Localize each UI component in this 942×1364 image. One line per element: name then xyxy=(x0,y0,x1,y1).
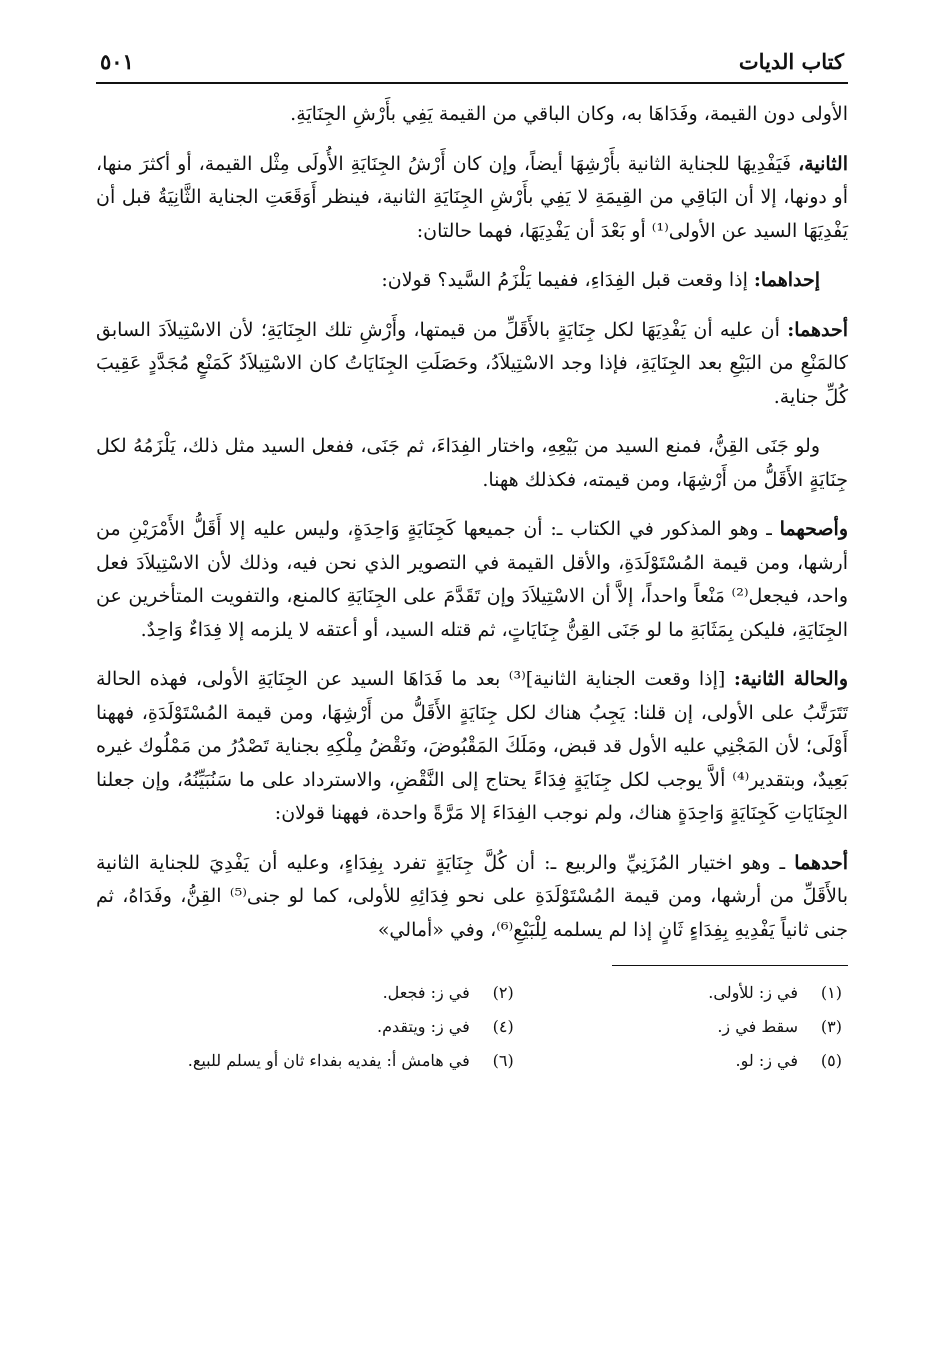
paragraph-lead: الثانية، xyxy=(798,152,848,175)
footnotes xyxy=(96,980,848,1074)
footnote-text: في ز: للأولى. xyxy=(708,983,798,1002)
footnote xyxy=(514,1048,842,1074)
paragraph-text: [إذا وقعت الجناية الثانية]⁽³⁾ بعد ما فَدَاهَا السيد عن الجِنَايَةِ الأولى، فهذه الحالة تَتَرَتَّبُ على الأولى، إن قلنا: يَجِبُ هناك لكل جِنَايَةٍ الأَقَلُّ من أَرْشِهَا، ومن قيمة المُسْتَوْلَدَةِ، فههنا أَوْلَى؛ لأن المَجْنِي عليه الأول قد قبض، ومَلَكَ المَقْبُوضَ، ونَقْضُ مِلْكِهِ بجناية تَصْدُرُ من مَمْلُوك غيره بَعِيدٌ، وبتقدير⁽⁴⁾ ألاَّ يوجب لكل جِنَايَةٍ فِدَاءً يحتاج إلى النَّقْضِ، والاسترداد على ما سَنُبَيِّنُهُ، وإن جعلنا الجِنَايَاتِ كَجِنَايَةٍ وَاحِدَةٍ هناك، ولم نوجب الفِدَاءَ إلا مَرَّةً واحدة، فههنا قولان: xyxy=(96,668,848,824)
paragraph-lead: وأصحهما xyxy=(779,518,848,540)
page-number: ٥٠١ xyxy=(100,49,134,74)
running-title: كتاب الديات xyxy=(738,49,844,74)
footnote-number: (٣) xyxy=(820,1017,842,1036)
paragraph-text: الأولى دون القيمة، وفَدَاهَا به، وكان الباقي من القيمة يَفِي بأَرْشِ الجِنَايَةِ. xyxy=(290,103,848,125)
paragraph xyxy=(96,430,848,497)
footnote-number: (٢) xyxy=(492,983,514,1002)
main-text xyxy=(96,98,848,947)
paragraph xyxy=(96,663,848,831)
paragraph xyxy=(96,264,848,298)
footnote xyxy=(96,1014,514,1040)
paragraph xyxy=(96,148,848,249)
paragraph-text: ولو جَنَى القِنُّ، فمنع السيد من بَيْعِهِ، واختار الفِدَاءَ، ثم جَنَى، ففعل السيد مثل ذلك، يَلْزَمُهُ لكل جِنَايَةٍ الأَقَلُّ من أَرْشِهَا، ومن قيمته، فكذلك ههنا. xyxy=(96,435,848,491)
footnote xyxy=(96,980,514,1006)
footnote-number: (٦) xyxy=(492,1051,514,1070)
footnote-text: في ز: فجعل. xyxy=(382,983,470,1002)
footnote-number: (٥) xyxy=(820,1051,842,1070)
paragraph-lead: أحدهما: xyxy=(787,318,848,341)
footnote-number: (٤) xyxy=(492,1017,514,1036)
paragraph xyxy=(96,98,848,132)
paragraph-lead: أحدهما xyxy=(794,851,848,874)
footnote xyxy=(514,980,842,1006)
paragraph-text: فَيَفْدِيهَا للجناية الثانية بأَرْشِهَا أيضاً، وإن كان أَرْشُ الجِنَايَةِ الأُولَى مِثْل القيمة، أو أكثرَ منها، أو دونها، إلا أن البَاقِي من القِيمَةِ لا يَفِي بأَرْشِ الجِنَايَةِ الثانية، فينظر أَوَقَعَتِ الجناية الثَّانِيَةُ قبل أن يَفْدِيَهَا السيد عن الأولى⁽¹⁾ أو بَعْدَ أن يَفْدِيَهَا، فهما حالتان: xyxy=(96,152,848,242)
footnote-separator xyxy=(612,965,848,966)
footnote-number: (١) xyxy=(820,983,842,1002)
page-header xyxy=(96,28,848,82)
paragraph xyxy=(96,847,848,948)
footnote xyxy=(514,1014,842,1040)
paragraph-text: ـ وهو المذكور في الكتاب ـ: أن جميعها كَجِنَايَةٍ وَاحِدَةٍ، وليس عليه إلا أَقَلُّ الأَمْرَيْنِ من أرشها، ومن قيمة المُسْتَوْلَدَةِ، والأقل القيمة في التصوير الذي نحن فيه، وذلك لأن الاسْتِيلاَدَ فعل واحد، فيجعل⁽²⁾ مَنْعاً واحداً، إلاَّ أن الاسْتِيلاَدَ وإن تَقَدَّمَ على الجِنَايَةِ كالمنع، والتفويت المتأخرين عن الجِنَايَةِ، فليكن بِمَثَابَةِ ما لو جَنَى القِنُّ جِنَايَاتٍ، ثم قتله السيد، أو أعتقه لا يلزمه إلا فِدَاءٌ وَاحِدٌ. xyxy=(96,518,848,641)
header-rule xyxy=(96,82,848,84)
paragraph-text: أن عليه أن يَفْدِيَهَا لكل جِنَايَةٍ بالأَقَلِّ من قيمتها، وأَرْشِ تلك الجِنَايَةِ؛ لأن الاسْتِيلاَدَ السابق كالمَنْعِ من البَيْعِ بعد الجِنَايَةِ، فإذا وجد الاسْتِيلاَدُ، وحَصَلَتِ الجِنَايَاتُ كان الاسْتِيلاَدُ كَمَنْعٍ مُجَدَّدٍ عَقِيبَ كُلِّ جناية. xyxy=(96,318,848,408)
footnote-text: في ز: لو. xyxy=(735,1051,798,1070)
paragraph-lead: والحالة الثانية: xyxy=(733,668,849,690)
paragraph xyxy=(96,314,848,415)
paragraph-text: إذا وقعت قبل الفِدَاءِ، ففيما يَلْزَمُ السَّيد؟ قولان: xyxy=(381,269,754,291)
footnote-text: سقط في ز. xyxy=(717,1017,798,1036)
footnote xyxy=(96,1048,514,1074)
book-page xyxy=(96,28,848,1338)
footnote-text: في ز: ويتقدم. xyxy=(377,1017,470,1036)
paragraph-text: ـ وهو اختيار المُزَنِيِّ والربيع ـ: أن كُلَّ جِنَايَةٍ تفرد بِفِدَاءٍ، وعليه أن يَفْدِيَ للجناية الثانية بالأَقَلِّ من أرشها، ومن قيمة المُسْتَوْلَدَةِ على نحو فِدَائِهِ للأولى، كما لو جنى⁽⁵⁾ القِنُّ، وفَدَاهُ، ثم جنى ثانياً يَفْدِيهِ بِفِدَاءٍ ثَانٍ إذا لم يسلمه لِلْبَيْعِ⁽⁶⁾، وفي «أمالي» xyxy=(96,851,848,941)
footnote-text: في هامش أ: يفديه بفداء ثان أو يسلم للبيع. xyxy=(187,1051,470,1070)
paragraph xyxy=(96,513,848,647)
paragraph-lead: إحداهما: xyxy=(753,269,820,291)
